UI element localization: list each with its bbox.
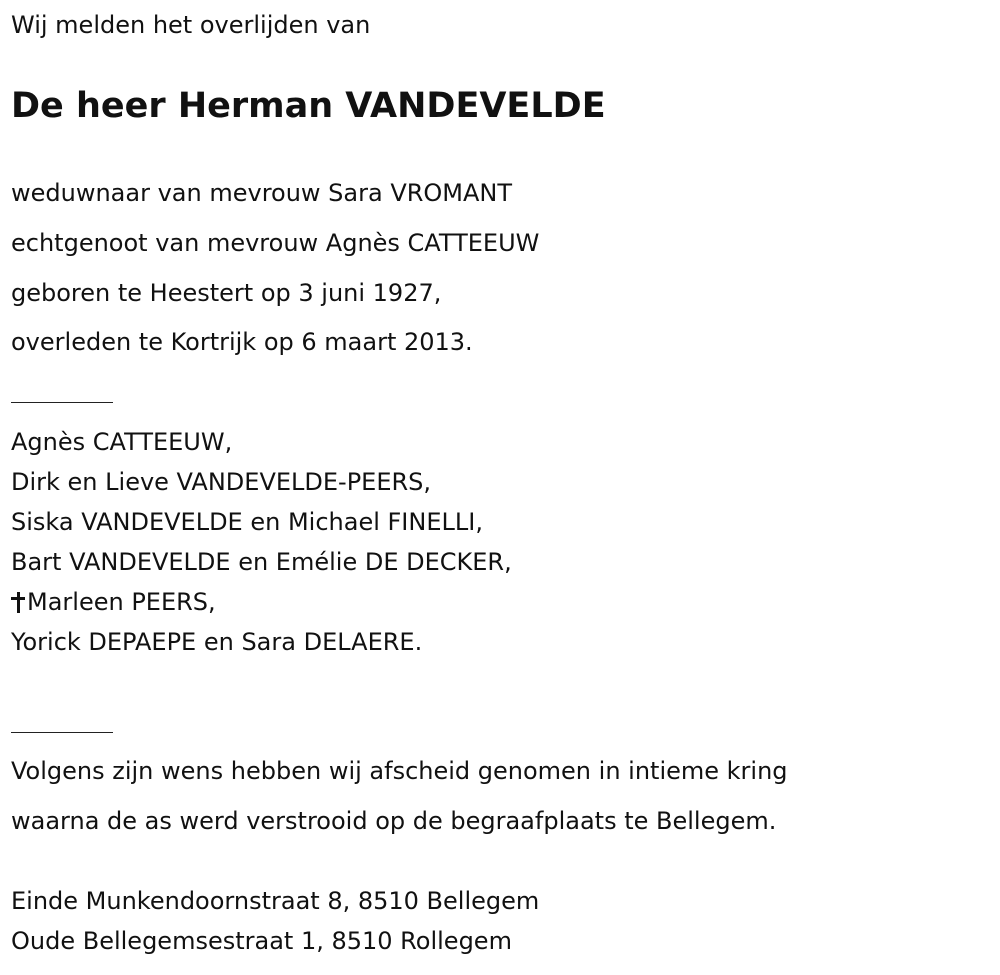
family-member: Dirk en Lieve VANDEVELDE-PEERS, [11,468,432,496]
farewell-text: waarna de as werd verstrooid op de begraafplaats te Bellegem. [11,807,777,835]
detail-died: overleden te Kortrijk op 6 maart 2013. [11,328,473,356]
address-line: Einde Munkendoornstraat 8, 8510 Bellegem [11,887,540,915]
detail-spouse: echtgenoot van mevrouw Agnès CATTEEUW [11,229,540,257]
latin-cross-icon [11,591,25,613]
family-member: Bart VANDEVELDE en Emélie DE DECKER, [11,548,512,576]
separator-line [11,732,113,733]
family-member-name: Marleen PEERS, [27,588,216,616]
family-member: Siska VANDEVELDE en Michael FINELLI, [11,508,483,536]
family-member: Yorick DEPAEPE en Sara DELAERE. [11,628,423,656]
separator-line [11,402,113,403]
detail-widower: weduwnaar van mevrouw Sara VROMANT [11,179,513,207]
intro-text: Wij melden het overlijden van [11,11,371,39]
farewell-text: Volgens zijn wens hebben wij afscheid genomen in intieme kring [11,757,788,785]
address-line: Oude Bellegemsestraat 1, 8510 Rollegem [11,927,512,955]
family-member-deceased [11,587,216,617]
detail-born: geboren te Heestert op 3 juni 1927, [11,279,442,307]
deceased-name-heading: De heer Herman VANDEVELDE [11,86,606,126]
family-member: Agnès CATTEEUW, [11,428,233,456]
